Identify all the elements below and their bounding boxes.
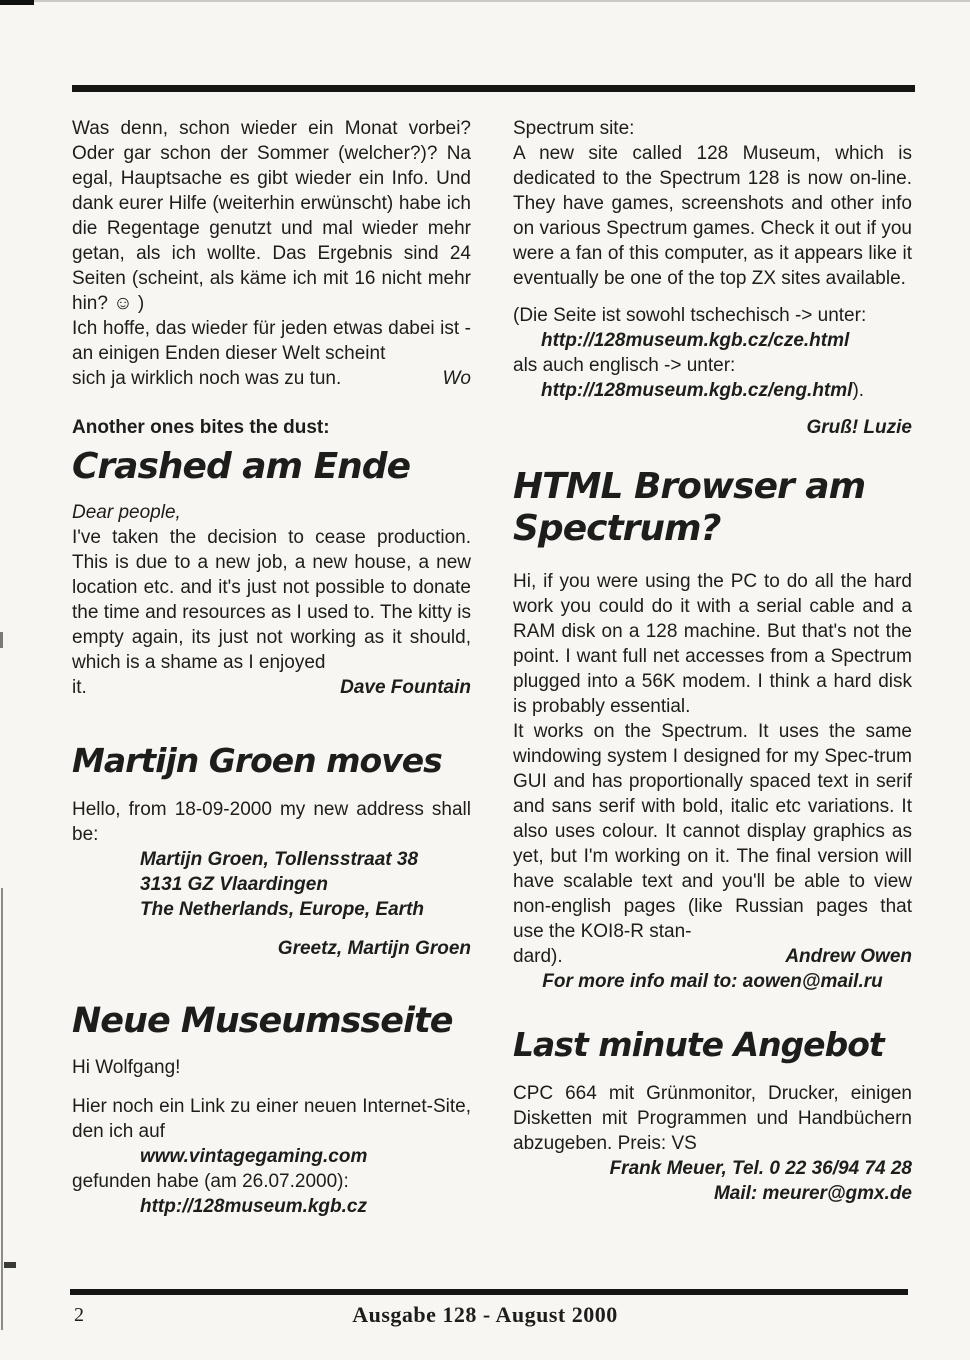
spectrum-signature: Gruß! Luzie xyxy=(806,417,912,438)
crashed-body: I've taken the decision to cease production. This is due to a new job, a new house, a new location etc. and it's just not possible to donate the time and resources as I used to. The kitty is empty again, its just not working as it should, which is a shame as I enjoyed xyxy=(72,527,471,674)
spectrum-site-body: A new site called 128 Museum, which is dedicated to the Spectrum 128 is now on-line. They have games, screenshots and other info on various Spectrum games. Check it out if you were a fan of this computer, as it appears like it eventually be one of the top ZX sites available. xyxy=(513,143,912,289)
top-divider xyxy=(72,85,915,92)
museum-link-vintagegaming: www.vintagegaming.com xyxy=(140,1145,368,1167)
martijn-address-line-2: 3131 GZ Vlaardingen xyxy=(140,874,328,896)
museum-salutation: Hi Wolfgang! xyxy=(72,1056,181,1078)
editorial-paragraph-1: Was denn, schon wieder ein Monat vorbei? Oder gar schon der Sommer (welcher?)? Na egal, Hauptsache es gibt wieder ein Info. Und dank eurer Hilfe (weiterhin erwünscht) habe ich die Regentage genutzt und mal wieder mehr getan, als ich wollte. Das Ergebnis sind 24 Seiten (scheint, als käme ich mit 16 nicht mehr hin? ☺ ) xyxy=(72,118,471,314)
last-minute-body: CPC 664 mit Grünmonitor, Drucker, einigen Disketten mit Programmen und Handbüchern abzugeben. Preis: VS xyxy=(513,1082,912,1154)
issue-label: Ausgabe 128 - August 2000 xyxy=(352,1302,618,1327)
html-browser-author: Andrew Owen xyxy=(785,945,912,967)
museum-body-line-1: Hier noch ein Link zu einer neuen Internet-Site, den ich auf xyxy=(72,1095,471,1142)
spectrum-link-english: http://128museum.kgb.cz/eng.html xyxy=(541,380,853,401)
html-browser-paragraph-1: Hi, if you were using the PC to do all the hard work you could do it with a serial cable and a RAM disk on a 128 machine. But that's not the point. I want full net accesses from a Spectrum plugged into a 56K modem. I think a hard disk is probably essential. xyxy=(513,570,912,717)
scan-artifact-top-edge xyxy=(0,0,970,2)
scan-artifact-left-edge xyxy=(1,888,3,1330)
scan-artifact-left-dash-2 xyxy=(4,1262,16,1268)
bottom-divider xyxy=(70,1289,908,1295)
museum-link-128museum: http://128museum.kgb.cz xyxy=(140,1195,367,1217)
crashed-signature-line xyxy=(72,675,471,700)
spectrum-note-line-1: (Die Seite ist sowohl tschechisch -> unter: xyxy=(513,305,867,326)
museum-body-line-2: gefunden habe (am 26.07.2000): xyxy=(72,1170,349,1192)
spectrum-site-lead: Spectrum site: xyxy=(513,118,635,139)
crashed-body-last-line: it. xyxy=(72,677,87,699)
editorial-paragraph-2: Ich hoffe, das wieder für jeden etwas dabei ist - an einigen Enden dieser Welt scheint xyxy=(72,318,471,364)
spectrum-note-line-2: als auch englisch -> unter: xyxy=(513,355,736,376)
page-content xyxy=(72,116,912,1288)
scan-artifact-left-dash xyxy=(0,632,3,648)
crashed-salutation: Dear people, xyxy=(72,502,181,524)
editorial-author: Wo xyxy=(442,368,471,389)
last-minute-contact-mail: Mail: meurer@gmx.de xyxy=(713,1182,912,1204)
html-browser-paragraph-2: It works on the Spectrum. It uses the same windowing system I designed for my Spec-trum GUI and has proportionally spaced text in serif and sans serif with bold, italic etc variations. It also uses colour. It cannot display graphics as yet, but I'm working on it. The final version will have scalable text and you'll be able to view non-english pages (like Russian pages that use the KOI8-R stan- xyxy=(513,720,912,942)
html-browser-signature-line xyxy=(513,944,912,969)
crashed-article-title: Crashed am Ende xyxy=(72,446,410,487)
martijn-signature: Greetz, Martijn Groen xyxy=(277,938,471,960)
martijn-article-title: Martijn Groen moves xyxy=(72,741,442,781)
martijn-address-line-3: The Netherlands, Europe, Earth xyxy=(140,899,424,921)
spectrum-link-english-suffix: ). xyxy=(852,380,865,401)
html-browser-mail-note: For more info mail to: aowen@mail.ru xyxy=(542,970,883,992)
scan-artifact-top-left xyxy=(0,0,34,5)
editorial-signature-line xyxy=(72,366,471,391)
last-minute-contact-phone: Frank Meuer, Tel. 0 22 36/94 74 28 xyxy=(609,1157,912,1179)
page-number: 2 xyxy=(74,1304,84,1326)
html-browser-article-title: HTML Browser am Spectrum? xyxy=(513,466,866,550)
crashed-kicker: Another ones bites the dust: xyxy=(72,417,330,438)
martijn-intro: Hello, from 18-09-2000 my new address shall be: xyxy=(72,799,471,846)
museum-article-title: Neue Museumsseite xyxy=(72,1001,453,1042)
last-minute-article-title: Last minute Angebot xyxy=(513,1024,884,1064)
spectrum-link-english-line xyxy=(513,378,912,403)
editorial-paragraph-2-last-line: sich ja wirklich noch was zu tun. xyxy=(72,368,342,389)
html-browser-paragraph-2-last-line: dard). xyxy=(513,945,563,967)
right-column xyxy=(513,116,912,1288)
left-column xyxy=(72,116,471,1288)
crashed-author: Dave Fountain xyxy=(340,677,471,699)
martijn-address-line-1: Martijn Groen, Tollensstraat 38 xyxy=(140,849,419,871)
martijn-address-block xyxy=(140,847,471,922)
spectrum-link-czech: http://128museum.kgb.cz/cze.html xyxy=(541,330,850,351)
